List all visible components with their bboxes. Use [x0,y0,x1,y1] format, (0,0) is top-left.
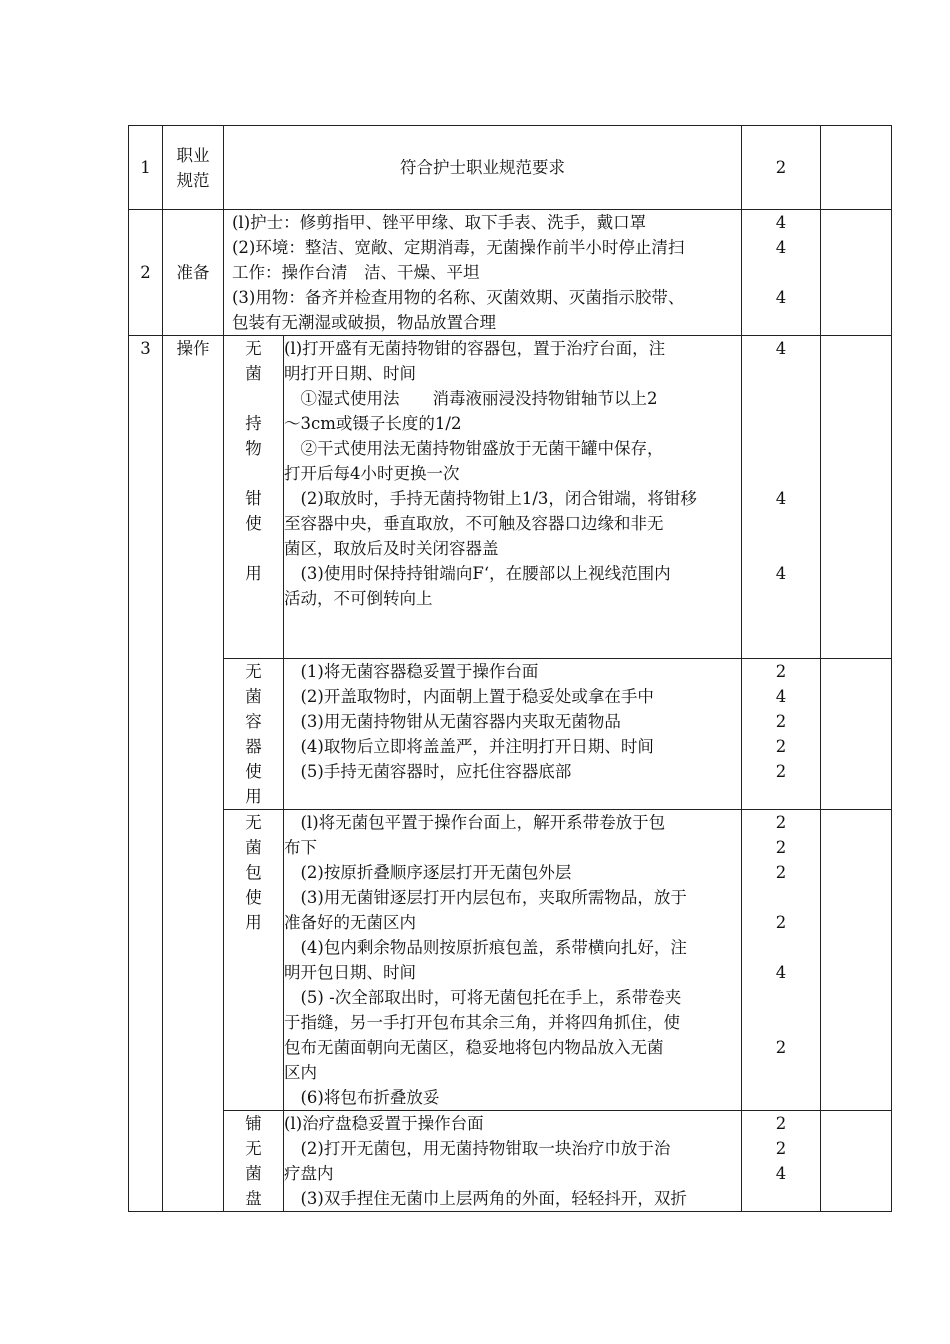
content-line: (2)打开无菌包，用无菌持物钳取一块治疗巾放于治 [284,1139,671,1158]
content-line: (l)护士：修剪指甲、锉平甲缘、取下手表、洗手，戴口罩 [232,213,647,232]
content-line: (2)开盖取物时，内面朝上置于稳妥处或拿在手中 [284,687,654,706]
score-value [742,461,820,486]
score-value: 4 [775,238,787,257]
content-line: 布下 [284,838,317,857]
category-text: 操作 [176,339,210,358]
subcategory-chars [224,1111,283,1211]
empty-cell [821,210,892,336]
score-value [742,361,820,386]
category-cell [163,336,224,1212]
row-number-text: 3 [140,339,151,358]
content-cell [224,126,742,210]
subcategory-char: 钳 [245,489,262,508]
score-value: 2 [775,1038,787,1057]
subcategory-char: 器 [245,737,262,756]
content-line: 至容器中央，垂直取放，不可触及容器口边缘和非无 [284,514,664,533]
subcategory-char: 菌 [245,364,262,383]
score-value: 2 [775,158,787,177]
content-line: (3)使用时保持持钳端向F‘，在腰部以上视线范围内 [284,564,671,583]
score-value [742,511,820,536]
content-lines [284,659,741,784]
content-line: ①湿式使用法 消毒液丽浸没持物钳轴节以上2 [284,389,658,408]
content-line: 区内 [284,1063,317,1082]
subcategory-char: 持 [245,414,262,433]
subcategory-char: 无 [245,339,262,358]
table-body [129,126,892,1212]
score-value: 2 [775,662,787,681]
subcategory-char [224,461,283,486]
subcategory-char: 物 [245,439,262,458]
empty-cell [821,126,892,210]
score-value: 2 [775,1139,787,1158]
score-value: 4 [775,963,787,982]
content-line: 打开后每4小时更换一次 [284,464,460,483]
score-value: 4 [775,288,787,307]
score-value: 4 [775,489,787,508]
content-lines [232,210,741,335]
row-number: 2 [129,210,163,336]
content-line: (3)用无菌持物钳从无菌容器内夹取无菌物品 [284,712,621,731]
subcategory-char: 使 [245,762,262,781]
content-cell [224,210,742,336]
score-cell [742,810,821,1111]
empty-cell [821,810,892,1111]
content-line: (5)手持无菌容器时，应托住容器底部 [284,762,572,781]
subcategory-cell [224,1111,284,1212]
score-cell [742,1111,821,1212]
content-line: 菌区，取放后及时关闭容器盖 [284,539,499,558]
score-value: 2 [775,838,787,857]
content-line: (6)将包布折叠放妥 [284,1088,440,1107]
subcategory-char: 包 [245,863,262,882]
score-value: 4 [775,687,787,706]
subcategory-char: 使 [245,514,262,533]
content-line: (l)治疗盘稳妥置于操作台面 [284,1114,484,1133]
score-value [742,310,820,335]
subcategory-char: 使 [245,888,262,907]
score-value [742,260,820,285]
score-value: 2 [775,1114,787,1133]
subcategory-char: 盘 [245,1189,262,1208]
content-line: (l)打开盛有无菌持物钳的容器包，置于治疗台面，注 [284,339,666,358]
score-value [742,1186,820,1211]
score-value: 2 [775,813,787,832]
subcategory-char: 菌 [245,1164,262,1183]
table-row [129,210,892,336]
score-cell [742,659,821,810]
content-line: 明开包日期、时间 [284,963,416,982]
subcategory-cell [224,810,284,1111]
score-value [742,386,820,411]
subcategory-char: 无 [245,813,262,832]
content-line: (2)取放时，手持无菌持物钳上1/3，闭合钳端，将钳移 [284,489,697,508]
content-line: ～3cm或镊子长度的1/2 [284,414,462,433]
content-line: (3)用物：备齐并检查用物的名称、灭菌效期、灭菌指示胶带、 [232,288,685,307]
subcategory-chars [224,659,283,809]
content-line: (4)包内剩余物品则按原折痕包盖，系带横向扎好，注 [284,938,687,957]
content-line: (2)环境：整洁、宽敞、定期消毒，无菌操作前半小时停止清扫 [232,238,685,257]
score-value: 2 [775,863,787,882]
subcategory-char: 菌 [245,687,262,706]
category-text: 规范 [176,170,210,190]
score-value: 2 [775,737,787,756]
score-value [742,935,820,960]
score-value [742,411,820,436]
content-cell [284,810,742,1111]
score-value: 2 [775,762,787,781]
content-line: (1)将无菌容器稳妥置于操作台面 [284,662,539,681]
content-line: 包布无菌面朝向无菌区，稳妥地将包内物品放入无菌 [284,1038,664,1057]
empty-cell [821,336,892,659]
content-line: (3)用无菌钳逐层打开内层包布，夹取所需物品，放于 [284,888,687,907]
subcategory-cell [224,659,284,810]
content-line: 活动，不可倒转向上 [284,589,433,608]
content-lines [284,810,741,1110]
score-value [742,1060,820,1085]
score-value: 4 [775,564,787,583]
table-row [129,659,892,810]
category-text: 准备 [176,263,210,282]
score-value: 4 [775,339,787,358]
category-cell [163,126,224,210]
score-lines [742,659,820,784]
subcategory-cell [224,336,284,659]
content-line: (2)按原折叠顺序逐层打开无菌包外层 [284,863,572,882]
score-lines [742,210,820,335]
score-value: 4 [775,1164,787,1183]
subcategory-char: 用 [245,564,262,583]
content-line: (l)将无菌包平置于操作台面上，解开系带卷放于包 [284,813,666,832]
subcategory-char: 用 [245,913,262,932]
subcategory-char [224,536,283,561]
score-value: 4 [775,213,787,232]
score-value: 2 [775,712,787,731]
content-line: 工作：操作台清 洁、干燥、平坦 [232,263,480,282]
content-cell [284,336,742,659]
content-text: 符合护士职业规范要求 [400,158,565,177]
content-lines [284,336,741,611]
score-value [742,536,820,561]
content-line: 包装有无潮湿或破损，物品放置合理 [232,313,496,332]
content-line: 疗盘内 [284,1164,334,1183]
content-line: 明打开日期、时间 [284,364,416,383]
table-row [129,336,892,659]
score-value [742,985,820,1010]
category-cell [163,210,224,336]
score-value [742,1010,820,1035]
subcategory-chars [224,336,283,586]
score-lines [742,1111,820,1211]
assessment-table [128,125,892,1212]
subcategory-char: 菌 [245,838,262,857]
category-text: 职业 [176,145,210,165]
score-cell [742,126,821,210]
content-line: 于指缝，另一手打开包布其余三角，并将四角抓住，使 [284,1013,680,1032]
subcategory-char: 用 [245,787,262,806]
content-line: ②干式使用法无菌持物钳盛放于无菌干罐中保存， [284,439,664,458]
subcategory-char: 无 [245,1139,262,1158]
score-lines [742,810,820,1110]
score-value [742,436,820,461]
subcategory-char [224,386,283,411]
content-lines [284,1111,741,1211]
score-value: 2 [775,913,787,932]
content-cell [284,1111,742,1212]
score-cell [742,336,821,659]
score-cell [742,210,821,336]
table-row [129,1111,892,1212]
empty-cell [821,1111,892,1212]
table-row [129,126,892,210]
content-line: 准备好的无菌区内 [284,913,416,932]
score-value [742,1085,820,1110]
content-line: (4)取物后立即将盖盖严，并注明打开日期、时间 [284,737,654,756]
score-value [742,586,820,611]
subcategory-char: 无 [245,662,262,681]
subcategory-char: 铺 [245,1114,262,1133]
content-line: (3)双手捏住无菌巾上层两角的外面，轻轻抖开，双折 [284,1189,687,1208]
subcategory-chars [224,810,283,935]
content-cell [284,659,742,810]
table-row [129,810,892,1111]
empty-cell [821,659,892,810]
row-number: 1 [129,126,163,210]
score-value [742,885,820,910]
score-lines [742,336,820,611]
subcategory-char: 容 [245,712,262,731]
row-number [129,336,163,1212]
content-line: (5) -次全部取出时，可将无菌包托在手上，系带卷夹 [284,988,682,1007]
